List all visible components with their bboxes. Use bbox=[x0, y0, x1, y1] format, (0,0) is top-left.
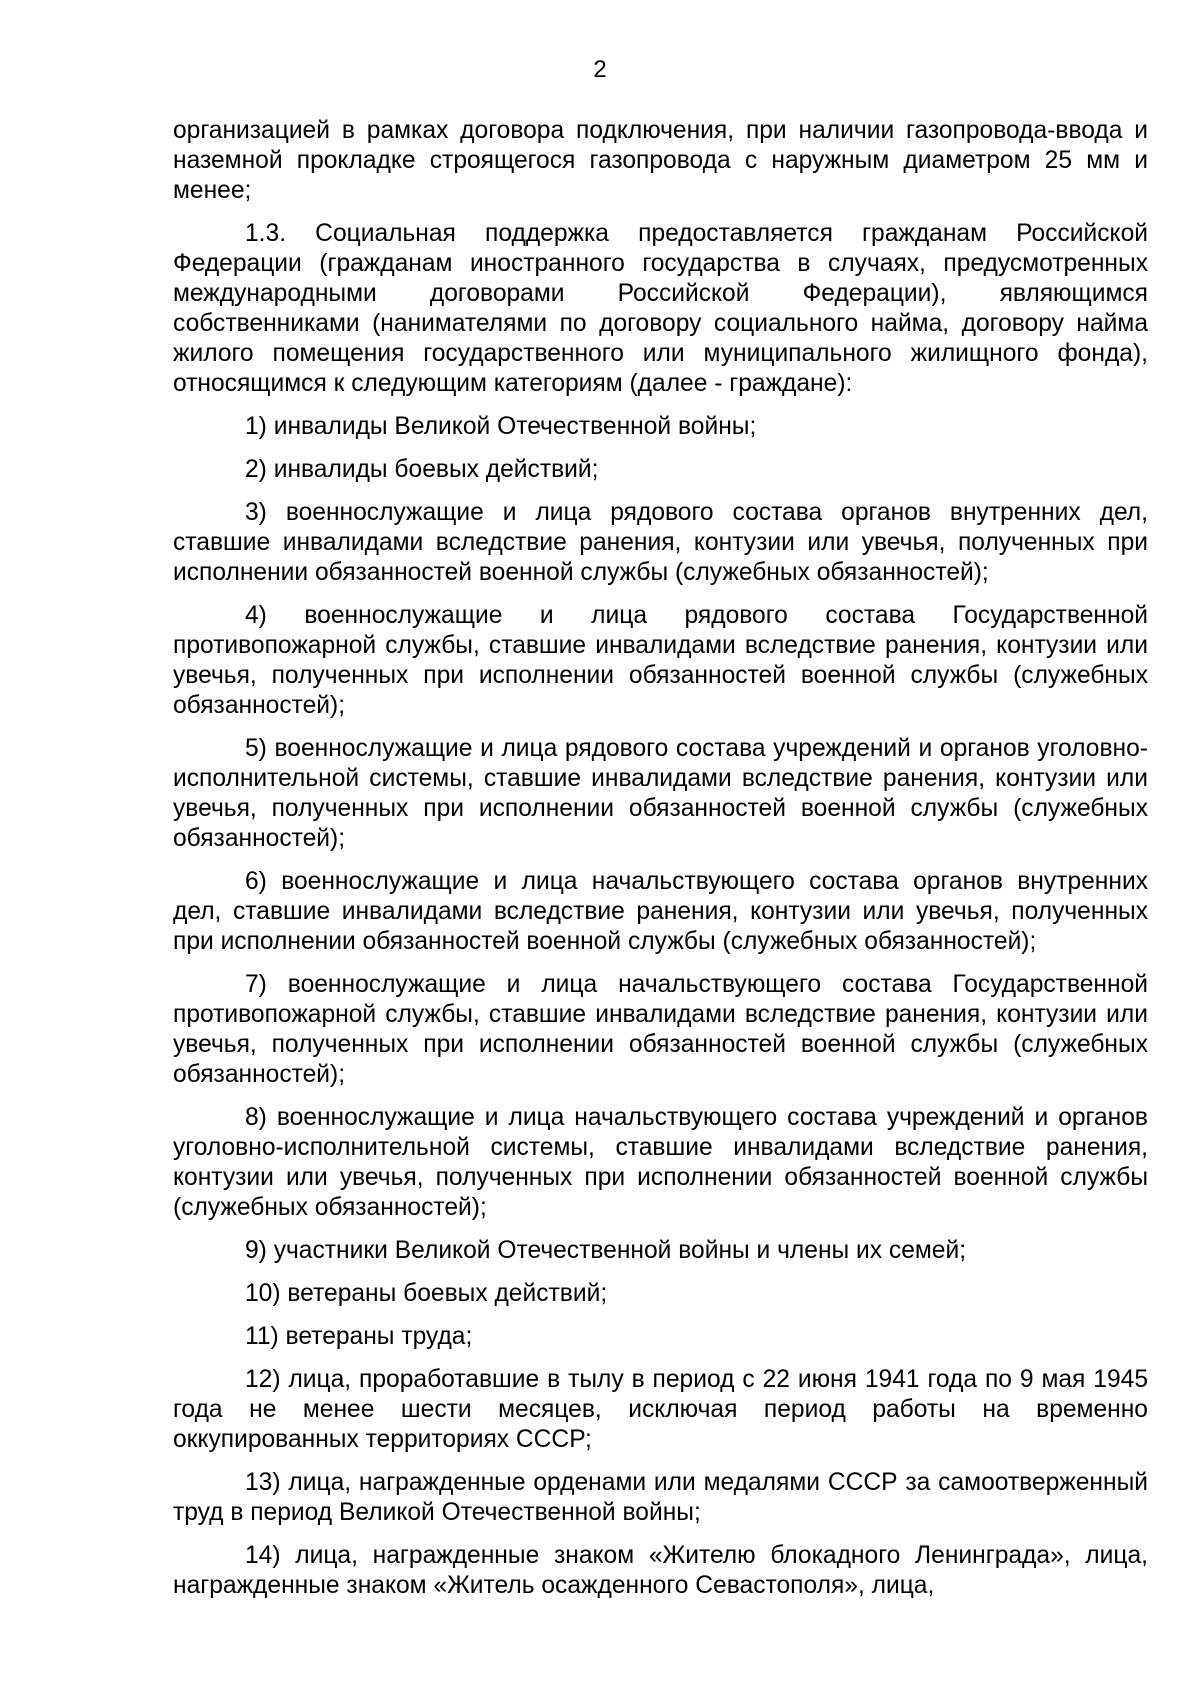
list-item: 6) военнослужащие и лица начальствующего состава органов внутренних дел, ставшие инвалидами вследствие ранения, контузии или увечья, полученных при исполнении обязанностей военной службы (служебных обязанностей); bbox=[173, 868, 1148, 955]
list-item: 9) участники Великой Отечественной войны и члены их семей; bbox=[245, 1237, 967, 1264]
list-item: 12) лица, проработавшие в тылу в период с 22 июня 1941 года по 9 мая 1945 года не менее шести месяцев, исключая период работы на временно оккупированных территориях СССР; bbox=[173, 1366, 1148, 1453]
list-item: 10) ветераны боевых действий; bbox=[245, 1280, 608, 1307]
list-item: 5) военнослужащие и лица рядового состава учреждений и органов уголовно-исполнительной системы, ставшие инвалидами вследствие ранения, контузии или увечья, полученных при исполнении обязанностей военной службы (служебных обязанностей); bbox=[173, 735, 1148, 852]
list-item: 2) инвалиды боевых действий; bbox=[245, 456, 599, 483]
list-item: 13) лица, награжденные орденами или медалями СССР за самоотверженный труд в период Великой Отечественной войны; bbox=[173, 1469, 1148, 1526]
document-body bbox=[173, 116, 1148, 1614]
paragraph-1-3: 1.3. Социальная поддержка предоставляется гражданам Российской Федерации (гражданам иностранного государства в случаях, предусмотренных международными договорами Российской Федерации), являющимся собственниками (нанимателями по договору социального найма, договору найма жилого помещения государственного или муниципального жилищного фонда), относящимся к следующим категориям (далее - граждане): bbox=[173, 220, 1148, 397]
list-item: 1) инвалиды Великой Отечественной войны; bbox=[245, 413, 757, 440]
list-item: 7) военнослужащие и лица начальствующего состава Государственной противопожарной службы, ставшие инвалидами вследствие ранения, контузии или увечья, полученных при исполнении обязанностей военной службы (служебных обязанностей); bbox=[173, 971, 1148, 1088]
page-number: 2 bbox=[593, 56, 607, 83]
list-item: 11) ветераны труда; bbox=[245, 1323, 473, 1350]
list-item: 14) лица, награжденные знаком «Жителю блокадного Ленинграда», лица, награжденные знаком «Житель осажденного Севастополя», лица, bbox=[173, 1542, 1148, 1599]
list-item: 3) военнослужащие и лица рядового состава органов внутренних дел, ставшие инвалидами вследствие ранения, контузии или увечья, полученных при исполнении обязанностей военной службы (служебных обязанностей); bbox=[173, 499, 1148, 586]
list-item: 4) военнослужащие и лица рядового состава Государственной противопожарной службы, ставшие инвалидами вследствие ранения, контузии или увечья, полученных при исполнении обязанностей военной службы (служебных обязанностей); bbox=[173, 602, 1148, 719]
list-item: 8) военнослужащие и лица начальствующего состава учреждений и органов уголовно-исполнительной системы, ставшие инвалидами вследствие ранения, контузии или увечья, полученных при исполнении обязанностей военной службы (служебных обязанностей); bbox=[173, 1104, 1148, 1221]
paragraph-continuation: организацией в рамках договора подключения, при наличии газопровода-ввода и наземной прокладке строящегося газопровода с наружным диаметром 25 мм и менее; bbox=[173, 117, 1148, 204]
